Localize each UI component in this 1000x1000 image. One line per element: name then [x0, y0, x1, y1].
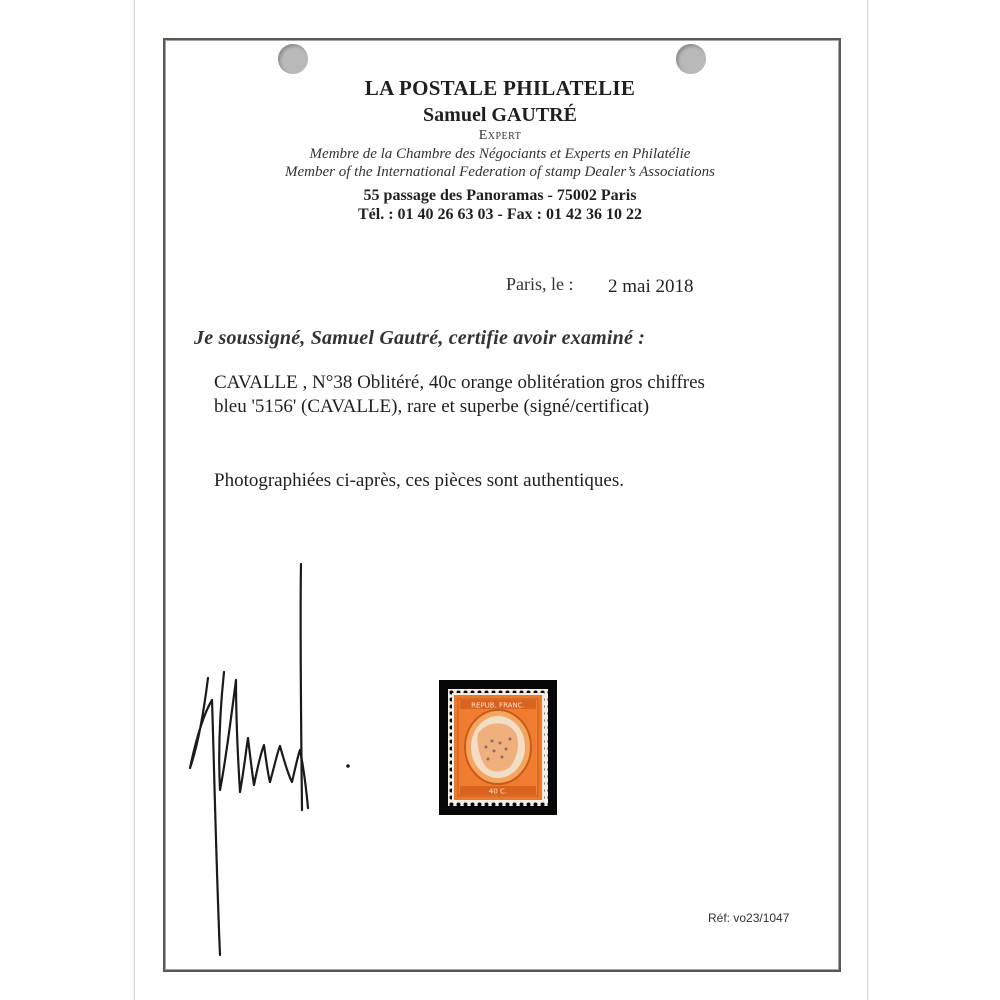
membership-english: Member of the International Federation of stamp Dealer’s Associations [285, 164, 715, 180]
binder-hole-right [676, 44, 706, 74]
company-name: LA POSTALE PHILATELIE [364, 76, 636, 100]
item-description-line-2: bleu '5156' (CAVALLE), rare et superbe (signé/certificat) [214, 396, 650, 417]
reference-number: Réf: vo23/1047 [708, 911, 790, 925]
membership-french: Membre de la Chambre des Négociants et Experts en Philatélie [309, 146, 691, 162]
stamp-value-text: 40 C. [488, 787, 508, 796]
phone-fax: Tél. : 01 40 26 63 03 - Fax : 01 42 36 10 22 [358, 206, 642, 223]
date-place-label: Paris, le : [506, 274, 574, 294]
stamp-top-text: REPUB. FRANC. [471, 701, 525, 710]
expert-signature [180, 560, 370, 960]
stamp-image [448, 689, 548, 806]
certification-statement: Je soussigné, Samuel Gautré, certifie avoir examiné : [194, 327, 646, 349]
certificate-date: 2 mai 2018 [608, 276, 694, 297]
authenticity-statement: Photographiées ci-après, ces pièces sont authentiques. [214, 470, 624, 491]
binder-hole-left [278, 44, 308, 74]
expert-name: Samuel GAUTRÉ [423, 104, 577, 126]
address: 55 passage des Panoramas - 75002 Paris [363, 187, 637, 204]
item-description-line-1: CAVALLE , N°38 Oblitéré, 40c orange oblitération gros chiffres [214, 372, 705, 393]
expert-role: Expert [478, 128, 522, 143]
